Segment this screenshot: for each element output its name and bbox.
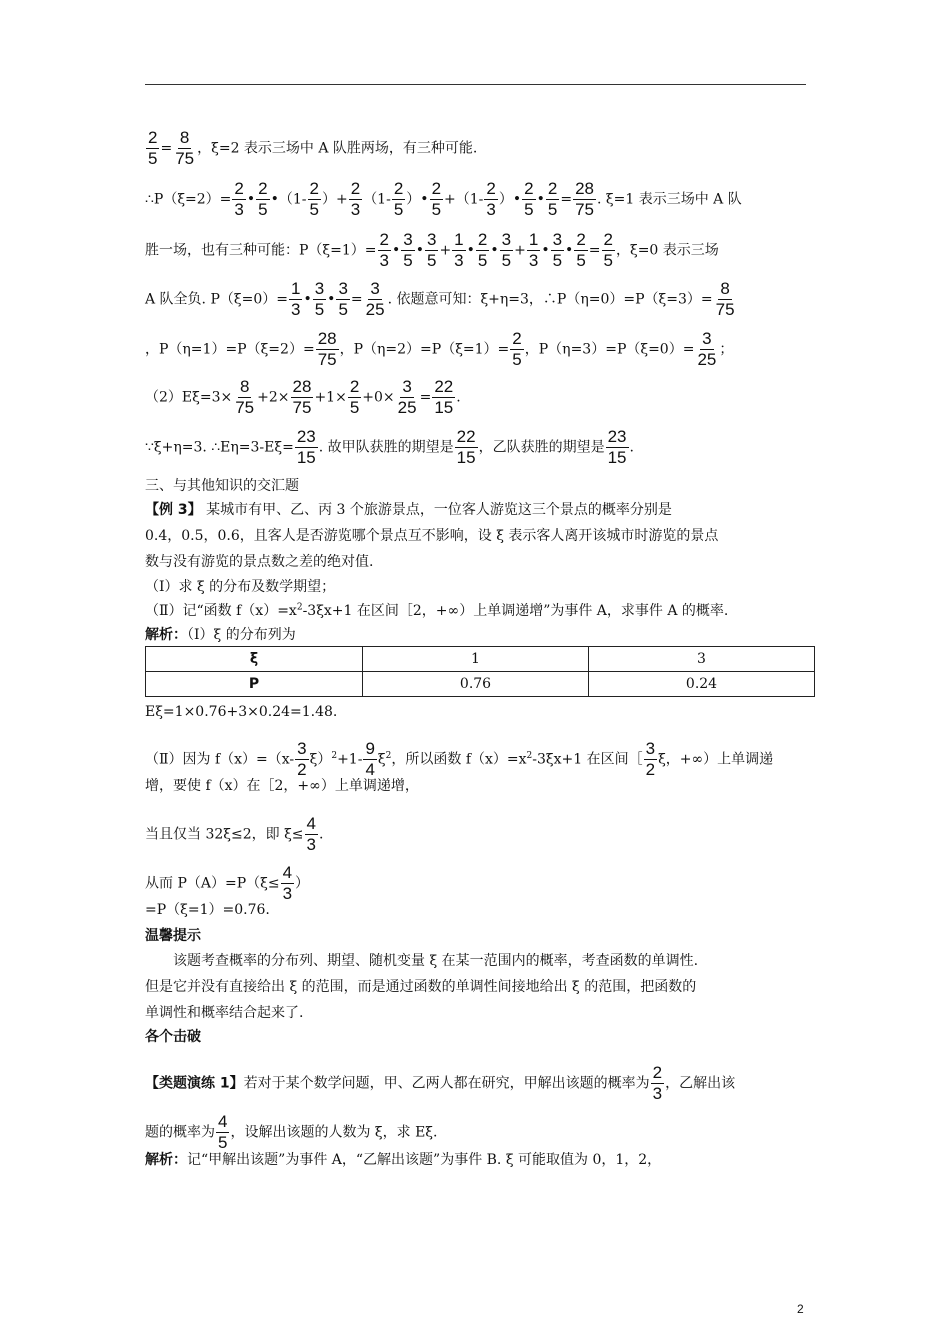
tip-line-1: 该题考查概率的分布列、期望、随机变量 ξ 在某一范围内的概率，考查函数的单调性. [173, 953, 699, 969]
line-1: $\frac{2}{5}$ = $\frac{8}{75}$ ，ξ=2 表示三场中 A 队胜两场，有三种可能. [148, 128, 478, 168]
line-5: ，P（η=1）=P（ξ=2）= $\frac{28}{75}$ ，P（η=2）=P（ξ=1）= $\frac{2}{5}$ ，P（η=3）=P（ξ=0）= $\frac{3}{25}$ ； [145, 329, 734, 369]
fraction: $\frac{2}{5}$ [524, 179, 534, 219]
tip-line-3: 单调性和概率结合起来了. [145, 1005, 304, 1021]
part-2-line-1: （Ⅱ）因为 f（x）=（x- $\frac{3}{2}$ ξ）$^2$+1- $\frac{9}{4}$ $\xi^2$，所以函数 $f(x)=x^2-3\xi x+1$ 在区间［ $\frac{3}{2}$ ξ，+∞）上单调递 [145, 739, 774, 779]
fraction: $\frac{23}{15}$ [607, 427, 627, 467]
example-label: 【例 3】 [145, 502, 202, 518]
fraction: $\frac{3}{25}$ [397, 377, 417, 417]
expectation-line: Eξ=1×0.76+3×0.24=1.48. [145, 704, 338, 720]
part-2-line-3: 当且仅当 32ξ≤2，即 ξ≤ $\frac{4}{3}$ . [145, 814, 324, 854]
fraction: $\frac{3}{25}$ [365, 279, 385, 319]
fraction: $\frac{28}{75}$ [317, 329, 337, 369]
fraction: $\frac{2}{5}$ [349, 377, 360, 417]
fraction: $\frac{4}{5}$ [218, 1112, 228, 1152]
example-3-line-3: 数与没有游览的景点数之差的绝对值. [145, 554, 374, 570]
line-4: A 队全负. P（ξ=0）= $\frac{1}{3}$ • $\frac{3}{5}$ • $\frac{3}{5}$ = $\frac{3}{25}$ . 依题意可知：ξ+η=3，∴P（η=0）=P（ξ=3）= $\frac{8}{75}$ [145, 279, 735, 319]
fraction: $\frac{8}{75}$ [175, 128, 195, 168]
fraction: $\frac{1}{3}$ [528, 230, 539, 270]
fraction: $\frac{2}{5}$ [258, 179, 268, 219]
solution-label: 解析： [145, 1152, 187, 1168]
section-heading: 三、与其他知识的交汇题 [145, 478, 299, 494]
fraction: $\frac{2}{5}$ [603, 230, 613, 270]
fraction: $\frac{3}{25}$ [697, 329, 717, 369]
fraction: $\frac{3}{5}$ [338, 279, 348, 319]
tip-title: 温馨提示 [145, 928, 201, 944]
fraction: $\frac{9}{4}$ [365, 739, 375, 779]
example-3-line-1: 【例 3】 某城市有甲、乙、丙 3 个旅游景点，一位客人游览这三个景点的概率分别是 [145, 502, 672, 518]
page-number: 2 [797, 1302, 804, 1316]
fraction: $\frac{3}{5}$ [403, 230, 413, 270]
fraction: $\frac{3}{2}$ [645, 739, 656, 779]
fraction: $\frac{23}{15}$ [296, 427, 316, 467]
fraction: $\frac{2}{3}$ [486, 179, 496, 219]
fraction: $\frac{28}{75}$ [575, 179, 594, 219]
fraction: $\frac{2}{5}$ [576, 230, 586, 270]
fraction: $\frac{2}{5}$ [393, 179, 404, 219]
solution-label: 解析： [145, 627, 187, 643]
fraction: $\frac{2}{5}$ [547, 179, 558, 219]
fraction: $\frac{2}{5}$ [431, 179, 442, 219]
fraction: $\frac{3}{5}$ [426, 230, 437, 270]
fraction: $\frac{8}{75}$ [715, 279, 735, 319]
line-3: 胜一场，也有三种可能：P（ξ=1）= $\frac{2}{3}$ • $\frac{3}{5}$ • $\frac{3}{5}$ + $\frac{1}{3}$ • $\frac{2}{5}$ • $\frac{3}{5}$ + $\frac{1}{3}$ • $\frac{3}{5}$ • $\frac{2}{5}$ = $\frac{2}{5}$ ，ξ=0 表示三场 [145, 230, 719, 270]
question-1: （Ⅰ）求 ξ 的分布及数学期望； [145, 579, 336, 595]
fraction: $\frac{2}{3}$ [350, 179, 361, 219]
fraction: $\frac{3}{5}$ [501, 230, 512, 270]
part-2-line-2: 增，要使 f（x）在［2，+∞）上单调递增， [145, 778, 419, 794]
practice-1-line-1: 【类题演练 1】若对于某个数学问题，甲、乙两人都在研究，甲解出该题的概率为 $\frac{2}{3}$ ，乙解出该 [145, 1063, 736, 1103]
fraction: $\frac{2}{5}$ [148, 128, 158, 168]
fraction: $\frac{1}{3}$ [454, 230, 464, 270]
distribution-table [145, 646, 815, 697]
question-2: （Ⅱ）记“函数 $f(x)=x^2-3\xi x+1$ 在区间［2，+∞）上单调递增”为事件 A，求事件 A 的概率. [145, 602, 729, 619]
fraction: $\frac{4}{3}$ [282, 863, 293, 903]
part-2-line-5: =P（ξ=1）=0.76. [145, 902, 270, 918]
fraction: $\frac{2}{5}$ [477, 230, 488, 270]
practice-1-solution: 解析：记“甲解出该题”为事件 A，“乙解出该题”为事件 B. ξ 可能取值为 0，1，2， [145, 1152, 662, 1168]
line-7: ∵ξ+η=3. ∴Eη=3-Eξ= $\frac{23}{15}$ . 故甲队获胜的期望是 $\frac{22}{15}$ ，乙队获胜的期望是 $\frac{23}{15}$ . [145, 427, 634, 467]
example-3-line-2: 0.4，0.5，0.6，且客人是否游览哪个景点互不影响，设 ξ 表示客人离开该城市时游览的景点 [145, 528, 719, 544]
line-2: ∴P（ξ=2）= $\frac{2}{3}$ • $\frac{2}{5}$ •（1- $\frac{2}{5}$ ）+ $\frac{2}{3}$ （1- $\frac{2}{5}$ ）• $\frac{2}{5}$ +（1- $\frac{2}{3}$ ）• $\frac{2}{5}$ • $\frac{2}{5}$ = $\frac{28}{75}$ . ξ=1 表示三场中 A 队 [145, 179, 742, 219]
part-2-line-4: 从而 P（A）=P（ξ≤ $\frac{4}{3}$ ） [145, 863, 310, 903]
break-title: 各个击破 [145, 1029, 201, 1045]
fraction: $\frac{1}{3}$ [290, 279, 301, 319]
fraction: $\frac{2}{5}$ [309, 179, 319, 219]
fraction: $\frac{3}{5}$ [314, 279, 325, 319]
fraction: $\frac{8}{75}$ [235, 377, 255, 417]
practice-label: 【类题演练 1】 [145, 1075, 244, 1092]
fraction: $\frac{2}{5}$ [512, 329, 522, 369]
fraction: $\frac{28}{75}$ [292, 377, 312, 417]
tip-line-2: 但是它并没有直接给出 ξ 的范围，而是通过函数的单调性间接地给出 ξ 的范围，把函数的 [145, 979, 697, 995]
line-6: （2）Eξ=3× $\frac{8}{75}$ +2× $\frac{28}{75}$ +1× $\frac{2}{5}$ +0× $\frac{3}{25}$ = $\frac{22}{15}$ . [145, 377, 461, 417]
fraction: $\frac{22}{15}$ [456, 427, 476, 467]
solution-intro: 解析：（Ⅰ）ξ 的分布列为 [145, 627, 296, 643]
fraction: $\frac{4}{3}$ [306, 814, 316, 854]
fraction: $\frac{2}{3}$ [652, 1063, 663, 1103]
fraction: $\frac{22}{15}$ [434, 377, 454, 417]
header-rule [145, 84, 806, 85]
table-row: ξ 1 3 [146, 647, 815, 672]
table-row: P 0.76 0.24 [146, 672, 815, 697]
fraction: $\frac{2}{3}$ [379, 230, 389, 270]
practice-1-line-2: 题的概率为 $\frac{4}{5}$ ，设解出该题的人数为 ξ，求 Eξ. [145, 1112, 438, 1152]
fraction: $\frac{3}{2}$ [297, 739, 307, 779]
fraction: $\frac{2}{3}$ [234, 179, 244, 219]
fraction: $\frac{3}{5}$ [552, 230, 563, 270]
